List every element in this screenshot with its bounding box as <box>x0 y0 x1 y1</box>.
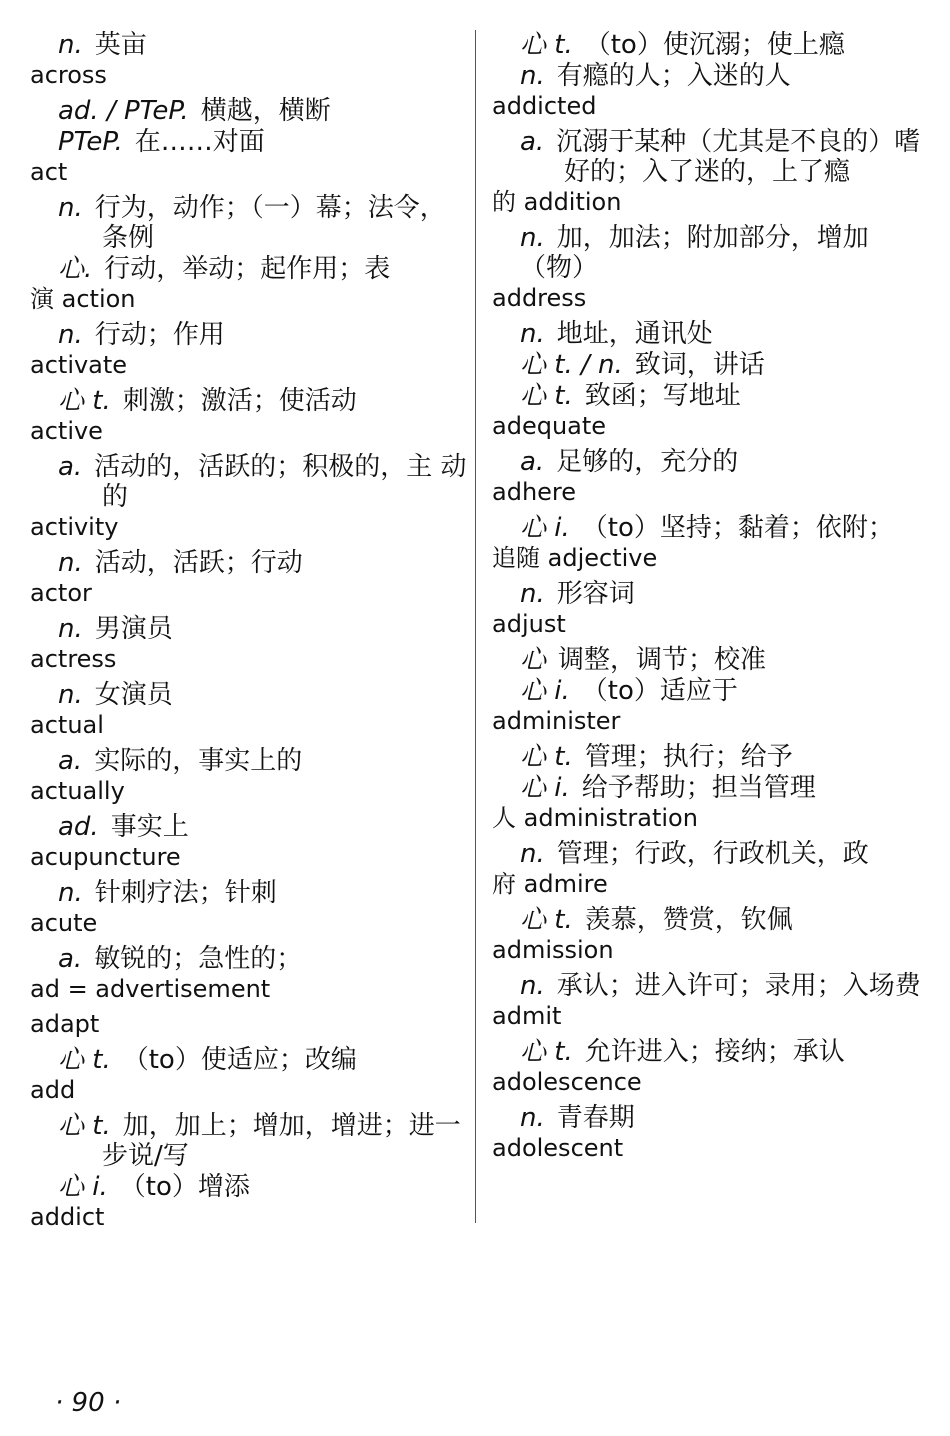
part-of-speech: PTeP. <box>58 127 123 157</box>
column-divider <box>475 30 476 1223</box>
definition-text: 行动，举动；起作用；表 <box>104 254 391 284</box>
definition-text: 有瘾的人；入迷的人 <box>556 61 791 91</box>
entry-headword: addict <box>30 1203 105 1231</box>
part-of-speech: 心 t. <box>520 1037 573 1067</box>
entry-definition <box>520 773 932 803</box>
definition-text: 在……对面 <box>134 127 265 157</box>
entry-headword: across <box>30 61 107 89</box>
entry-headword: actor <box>30 579 92 607</box>
entry-headword: adhere <box>492 478 577 506</box>
entry-definition <box>520 645 932 675</box>
entry-headword: actress <box>30 645 117 673</box>
entry-headword: activate <box>30 351 128 379</box>
entry-headword: adjust <box>492 610 566 638</box>
entry-definition <box>520 30 932 60</box>
part-of-speech: n. <box>58 680 83 710</box>
part-of-speech: 心 i. <box>520 676 570 706</box>
part-of-speech: n. <box>520 319 545 349</box>
part-of-speech: 心 <box>520 645 547 675</box>
definition-text: 足够的，充分的 <box>556 447 739 477</box>
definition-text: 承认；进入许可；录用；入场费 <box>556 971 921 1001</box>
entry-definition <box>58 1172 470 1202</box>
definition-text: 女演员 <box>94 680 173 710</box>
definition-text: 敏锐的；急性的； <box>94 944 303 974</box>
entry-headword: adolescent <box>492 1134 624 1162</box>
part-of-speech: n. <box>58 193 83 223</box>
part-of-speech: 心 i. <box>58 1172 108 1202</box>
part-of-speech: n. <box>520 1103 545 1133</box>
part-of-speech: a. <box>58 746 83 776</box>
entry-headword: actual <box>30 711 104 739</box>
definition-text: 活动的，活跃的；积极的，主 动的 <box>94 452 467 512</box>
entry-definition <box>520 1037 932 1067</box>
part-of-speech: n. <box>520 223 545 253</box>
part-of-speech: 心 i. <box>520 513 570 543</box>
entry-definition <box>58 878 470 908</box>
definition-text: 给予帮助；担当管理 <box>581 773 816 803</box>
part-of-speech: n. <box>58 548 83 578</box>
part-of-speech: 心 t. / n. <box>520 350 623 380</box>
part-of-speech: ad. / PTeP. <box>58 96 189 126</box>
right-column <box>492 30 932 1169</box>
definition-text: 沉溺于某种（尤其是不良的）嗜好的；入了迷的，上了瘾 <box>556 127 921 187</box>
entry-definition <box>520 579 932 609</box>
definition-text: 英亩 <box>94 30 147 60</box>
entry-definition <box>58 680 470 710</box>
definition-text: （to）坚持；黏着；依附； <box>581 513 894 543</box>
part-of-speech: ad. <box>58 812 99 842</box>
entry-definition <box>58 1045 470 1075</box>
entry-headword: admit <box>492 1002 562 1030</box>
entry-headword: admission <box>492 936 614 964</box>
definition-text: 实际的，事实上的 <box>94 746 303 776</box>
part-of-speech: n. <box>58 320 83 350</box>
entry-headword: address <box>492 284 587 312</box>
definition-text: 活动，活跃；行动 <box>94 548 303 578</box>
definition-text: 羡慕，赞赏，钦佩 <box>584 905 793 935</box>
entry-headword: adequate <box>492 412 607 440</box>
entry-definition <box>58 614 470 644</box>
definition-text: （to）使适应；改编 <box>122 1045 357 1075</box>
entry-headword: 演 action <box>30 285 136 313</box>
definition-text: 横越，横断 <box>200 96 331 126</box>
entry-definition <box>520 905 932 935</box>
entry-headword: 人 administration <box>492 804 698 832</box>
definition-text: 行为，动作；（一）幕；法令，条例 <box>94 193 446 253</box>
entry-definition <box>58 30 470 60</box>
entry-definition <box>520 742 932 772</box>
part-of-speech: 心 t. <box>520 30 573 60</box>
entry-definition <box>58 944 470 974</box>
part-of-speech: n. <box>520 839 545 869</box>
entry-headword: act <box>30 158 68 186</box>
entry-headword: acupuncture <box>30 843 181 871</box>
entry-headword: adolescence <box>492 1068 642 1096</box>
part-of-speech: 心 t. <box>58 1111 111 1141</box>
part-of-speech: 心 i. <box>520 773 570 803</box>
definition-text: 允许进入；接纳；承认 <box>584 1037 845 1067</box>
definition-text: （to）适应于 <box>581 676 738 706</box>
entry-definition <box>58 254 470 284</box>
definition-text: （to）增添 <box>119 1172 250 1202</box>
entry-definition <box>58 127 470 157</box>
part-of-speech: 心 t. <box>520 905 573 935</box>
entry-definition <box>58 193 470 253</box>
part-of-speech: 心 t. <box>520 381 573 411</box>
part-of-speech: 心 t. <box>58 1045 111 1075</box>
part-of-speech: a. <box>520 127 545 157</box>
entry-headword: adapt <box>30 1010 100 1038</box>
entry-definition <box>520 223 932 283</box>
entry-headword: 追随 adjective <box>492 544 658 572</box>
entry-headword: acute <box>30 909 98 937</box>
page-number: · 90 · <box>55 1388 122 1418</box>
entry-definition <box>520 839 932 869</box>
part-of-speech: 心 t. <box>520 742 573 772</box>
part-of-speech: n. <box>58 878 83 908</box>
definition-text: 致函；写地址 <box>584 381 741 411</box>
definition-text: 加，加法；附加部分，增加（物） <box>520 223 869 283</box>
entry-definition <box>58 1111 470 1171</box>
entry-definition <box>520 513 932 543</box>
part-of-speech: n. <box>520 579 545 609</box>
definition-text: 行动；作用 <box>94 320 225 350</box>
entry-headword: active <box>30 417 103 445</box>
part-of-speech: 心 t. <box>58 386 111 416</box>
entry-definition <box>520 61 932 91</box>
entry-definition <box>520 971 932 1001</box>
definition-text: 男演员 <box>94 614 173 644</box>
part-of-speech: n. <box>58 614 83 644</box>
definition-text: 青春期 <box>556 1103 635 1133</box>
entry-headword: actually <box>30 777 125 805</box>
entry-definition <box>58 746 470 776</box>
definition-text: （to）使沉溺；使上瘾 <box>584 30 845 60</box>
definition-text: 地址，通讯处 <box>556 319 713 349</box>
entry-definition <box>520 1103 932 1133</box>
definition-text: 加，加上；增加，增进；进一步说/写 <box>102 1111 461 1171</box>
part-of-speech: n. <box>520 971 545 1001</box>
entry-headword: 府 admire <box>492 870 608 898</box>
entry-definition <box>520 381 932 411</box>
definition-text: 刺激；激活；使活动 <box>122 386 357 416</box>
part-of-speech: n. <box>520 61 545 91</box>
entry-definition <box>58 548 470 578</box>
part-of-speech: a. <box>520 447 545 477</box>
entry-definition <box>520 676 932 706</box>
left-column <box>30 30 470 1238</box>
entry-definition <box>520 350 932 380</box>
entry-headword: administer <box>492 707 621 735</box>
entry-headword: addicted <box>492 92 597 120</box>
part-of-speech: a. <box>58 944 83 974</box>
entry-headword: add <box>30 1076 76 1104</box>
definition-text: 管理；行政，行政机关，政 <box>556 839 869 869</box>
definition-text: 管理；执行；给予 <box>584 742 793 772</box>
entry-definition <box>520 127 932 187</box>
entry-headword: 的 addition <box>492 188 622 216</box>
definition-text: 形容词 <box>556 579 635 609</box>
definition-text: 针刺疗法；针刺 <box>94 878 277 908</box>
entry-definition <box>520 447 932 477</box>
entry-headword: ad = advertisement <box>30 975 271 1003</box>
definition-text: 事实上 <box>110 812 189 842</box>
entry-definition <box>58 812 470 842</box>
definition-text: 调整，调节；校准 <box>558 645 767 675</box>
definition-text: 致词，讲话 <box>634 350 765 380</box>
entry-definition <box>58 96 470 126</box>
entry-definition <box>58 320 470 350</box>
part-of-speech: n. <box>58 30 83 60</box>
entry-definition <box>58 386 470 416</box>
entry-definition <box>58 452 470 512</box>
entry-definition <box>520 319 932 349</box>
part-of-speech: a. <box>58 452 83 482</box>
part-of-speech: 心. <box>58 254 93 284</box>
entry-headword: activity <box>30 513 119 541</box>
